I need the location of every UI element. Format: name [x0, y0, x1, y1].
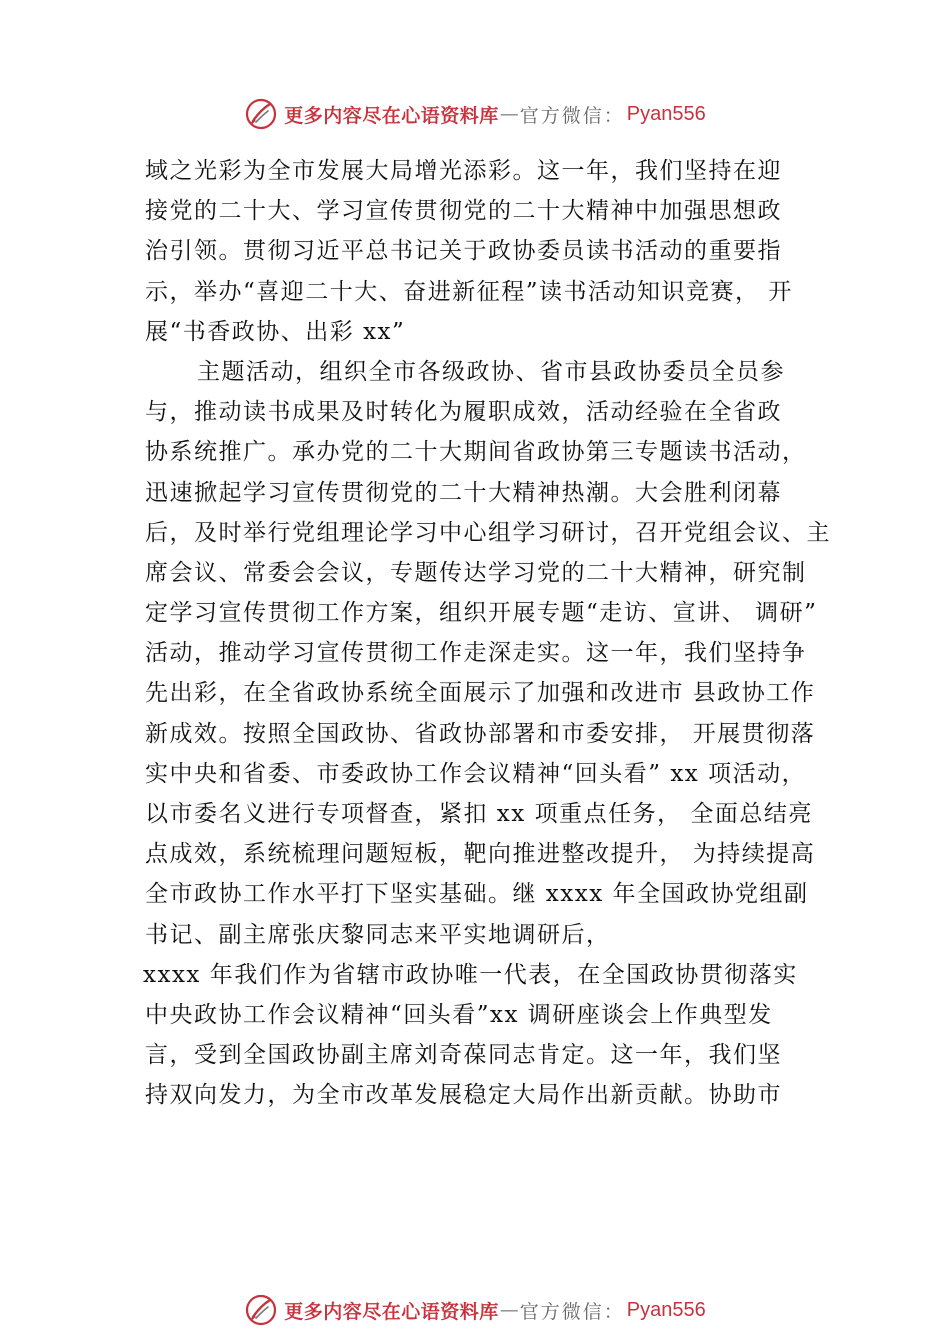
text-line: 定学习宣传贯彻工作方案，组织开展专题“走访、宣讲、 调研”	[145, 600, 818, 627]
text-line: 活动，推动学习宣传贯彻工作走深走实。这一年，我们坚持争	[145, 640, 807, 667]
paragraph-start-line: 主题活动，组织全市各级政协、省市县政协委员全员参	[197, 358, 785, 385]
text-line: 迅速掀起学习宣传贯彻党的二十大精神热潮。大会胜利闭幕	[145, 479, 782, 506]
footer-banner	[0, 1290, 950, 1330]
text-line: 席会议、常委会会议，专题传达学习党的二十大精神，研究制	[145, 559, 807, 586]
text-line: 以市委名义进行专项督查，紧扣 xx 项重点任务， 全面总结亮	[145, 801, 813, 827]
header-banner	[0, 94, 950, 134]
text-line: 治引领。贯彻习近平总书记关于政协委员读书活动的重要指	[145, 238, 782, 265]
brand-logo-icon	[244, 1293, 278, 1327]
text-line: 实中央和省委、市委政协工作会议精神“回头看” xx 项活动，	[145, 760, 807, 787]
text-line: 书记、副主席张庆黎同志来平实地调研后，	[145, 921, 611, 948]
footer-label: 官方微信：	[519, 1300, 625, 1323]
brand-logo-icon	[244, 97, 278, 131]
text-line: 新成效。按照全国政协、省政协部署和市委安排， 开展贯彻落	[145, 720, 816, 747]
text-line: 先出彩，在全省政协系统全面展示了加强和改进市 县政协工作	[145, 680, 816, 707]
text-line: 协系统推广。承办党的二十大期间省政协第三专题读书活动，	[145, 439, 807, 466]
footer-account: Pyan556	[626, 1298, 706, 1321]
text-line: 示，举办“喜迎二十大、奋进新征程”读书活动知识竞赛， 开	[145, 278, 793, 305]
text-line: xxxx 年我们作为省辖市政协唯一代表，在全国政协贯彻落实	[143, 961, 798, 988]
text-line: 接党的二十大、学习宣传贯彻党的二十大精神中加强思想政	[145, 198, 782, 225]
text-line: 展“书香政协、出彩 xx”	[145, 318, 406, 345]
header-dash: —	[499, 103, 519, 125]
text-line: 与，推动读书成果及时转化为履职成效，活动经验在全省政	[145, 399, 782, 426]
text-line: 全市政协工作水平打下坚实基础。继 xxxx 年全国政协党组副	[145, 881, 809, 908]
text-line: 后，及时举行党组理论学习中心组学习研讨，召开党组会议、主	[145, 519, 831, 546]
text-line: 言，受到全国政协副主席刘奇葆同志肯定。这一年，我们坚	[145, 1042, 782, 1069]
header-label: 官方微信：	[519, 104, 625, 127]
text-line: 域之光彩为全市发展大局增光添彩。这一年，我们坚持在迎	[145, 158, 782, 184]
header-account: Pyan556	[626, 102, 706, 125]
header-title: 更多内容尽在心语资料库	[284, 104, 499, 127]
text-line: 持双向发力，为全市改革发展稳定大局作出新贡献。协助市	[145, 1082, 782, 1109]
text-line: 点成效，系统梳理问题短板，靶向推进整改提升， 为持续提高	[145, 841, 816, 868]
text-line: 中央政协工作会议精神“回头看”xx 调研座谈会上作典型发	[145, 1001, 773, 1028]
footer-dash: —	[499, 1299, 519, 1321]
footer-title: 更多内容尽在心语资料库	[284, 1300, 499, 1323]
document-body	[145, 151, 835, 1116]
